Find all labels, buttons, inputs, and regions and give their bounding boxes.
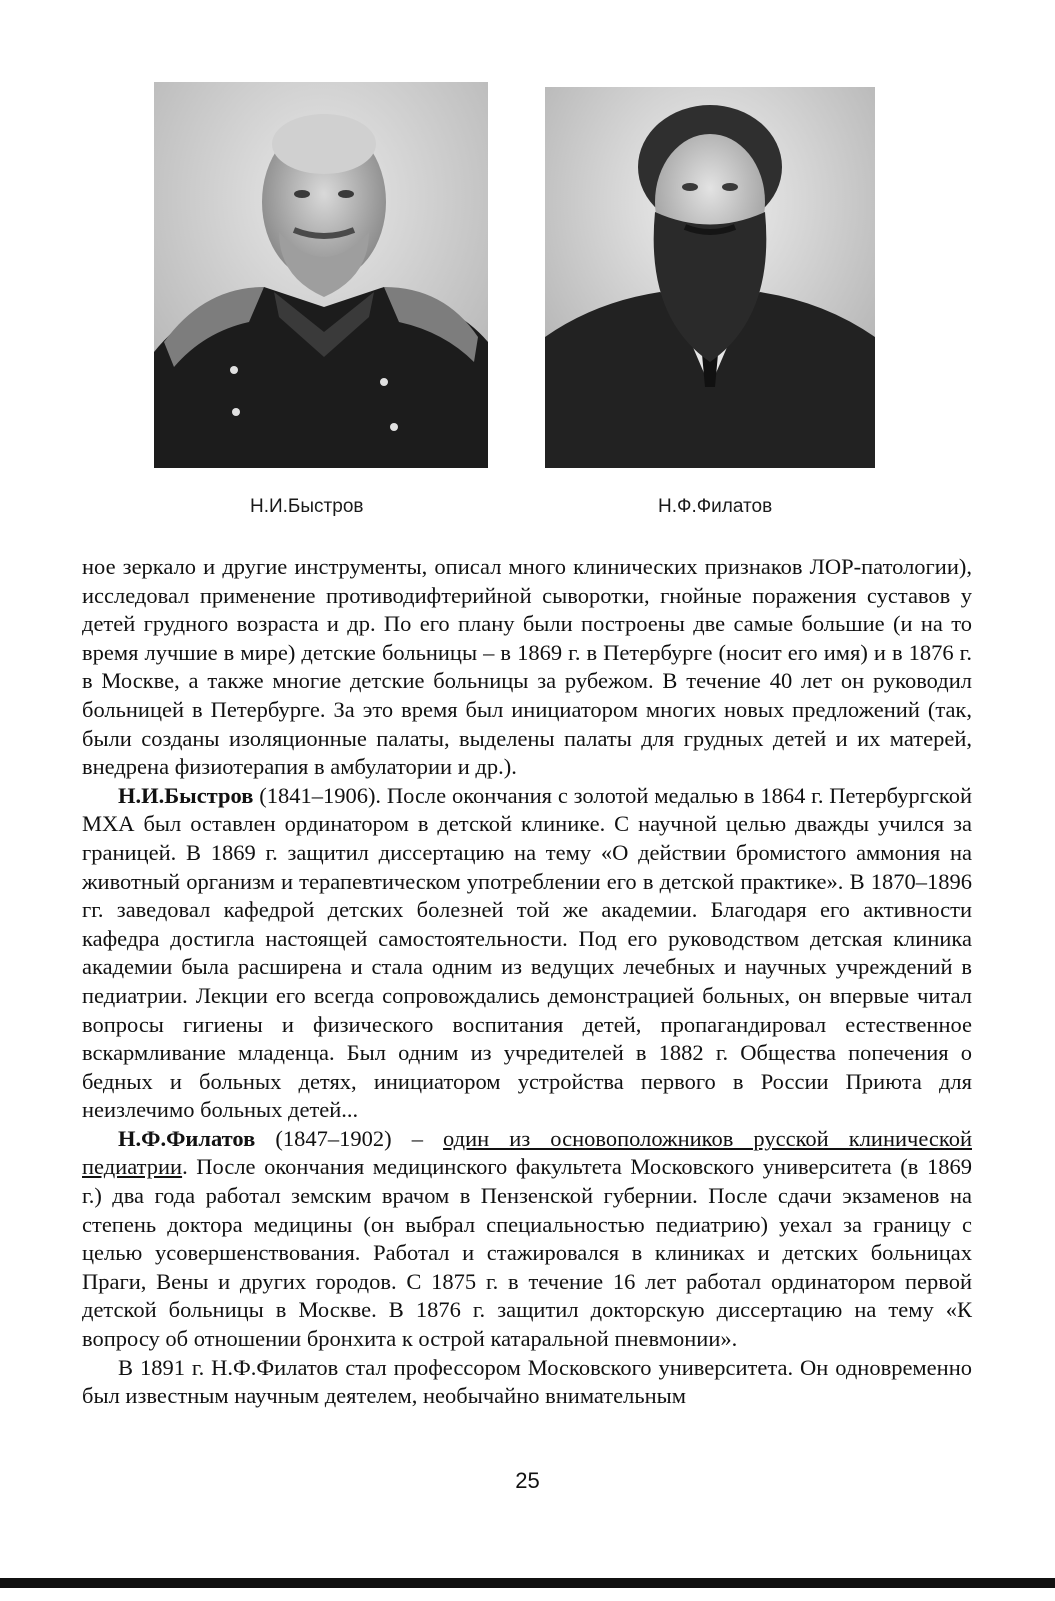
paragraph-1: ное зеркало и другие инструменты, описал много клинических признаков ЛОР-патологии), исследовал применение противодифтерийной сыворотки, гнойные поражения суставов у детей грудного возраста и др. По его плану были построены две самые большие (и на то время лучшие в мире) детские больницы – в 1869 г. в Петербурге (носит его имя) и в 1876 г. в Москве, а также многие детские больницы за рубежом. В течение 40 лет он руководил больницей в Петербурге. За это время был инициатором многих новых предложений (так, были созданы изоляционные палаты, выделены палаты для грудных детей и их матерей, внедрена физиотерапия в амбулатории и др.). [82, 554, 972, 780]
caption-filatov: Н.Ф.Филатов [658, 496, 773, 517]
portrait-bystrov [154, 82, 488, 468]
bottom-scan-border [0, 1578, 1055, 1588]
portrait-filatov-image [545, 87, 875, 468]
paragraph-4: В 1891 г. Н.Ф.Филатов стал профессором Московского университета. Он одновременно был известным научным деятелем, необычайно внимательным [82, 1354, 972, 1409]
filatov-dates: (1847–1902) – [255, 1125, 444, 1151]
page-number: 25 [515, 1468, 540, 1493]
caption-bystrov: Н.И.Быстров [250, 496, 364, 517]
portraits-section [0, 0, 1055, 540]
filatov-underlined-phrase: один из основоположников русской клинической педиатрии [82, 1125, 972, 1180]
body-text [82, 553, 972, 1411]
portrait-filatov [545, 87, 875, 468]
filatov-name: Н.Ф.Филатов [118, 1125, 256, 1151]
filatov-bio: . После окончания медицинского факультета Московского университета (в 1869 г.) два года работал земским врачом в Пензенской губернии. После сдачи экзаменов на степень доктора медицины (он выбрал специальностью педиатрию) уехал за границу с целью усовершенствования. Работал и стажировался в клиниках и детских больницах Праги, Вены и других городов. С 1875 г. в течение 16 лет работал ординатором первой детской больницы в Москве. В 1876 г. защитил докторскую диссертацию на тему «К вопросу об отношении бронхита к острой катаральной пневмонии». [82, 1154, 972, 1352]
bystrov-name: Н.И.Быстров [118, 782, 254, 808]
paragraph-filatov [82, 1125, 972, 1354]
paragraph-bystrov [82, 782, 972, 1125]
bystrov-bio: (1841–1906). После окончания с золотой медалью в 1864 г. Петербургской МХА был оставлен ординатором в детской клинике. С научной целью дважды учился за границей. В 1869 г. защитил диссертацию на тему «О действии бромистого аммония на животный организм и терапевтическом употреблении его в детской практике». В 1870–1896 гг. заведовал кафедрой детских болезней той же академии. Благодаря его активности кафедра достигла настоящей самостоятельности. Под его руководством детская клиника академии была расширена и стала одним из ведущих лечебных и научных учреждений в педиатрии. Лекции его всегда сопровождались демонстрацией больных, он впервые читал вопросы гигиены и физического воспитания детей, пропагандировал естественное вскармливание младенца. Был одним из учредителей в 1882 г. Общества попечения о бедных и больных детях, инициатором устройства первого в России Приюта для неизлечимо больных детей... [82, 782, 972, 1123]
portrait-bystrov-image [154, 82, 488, 468]
